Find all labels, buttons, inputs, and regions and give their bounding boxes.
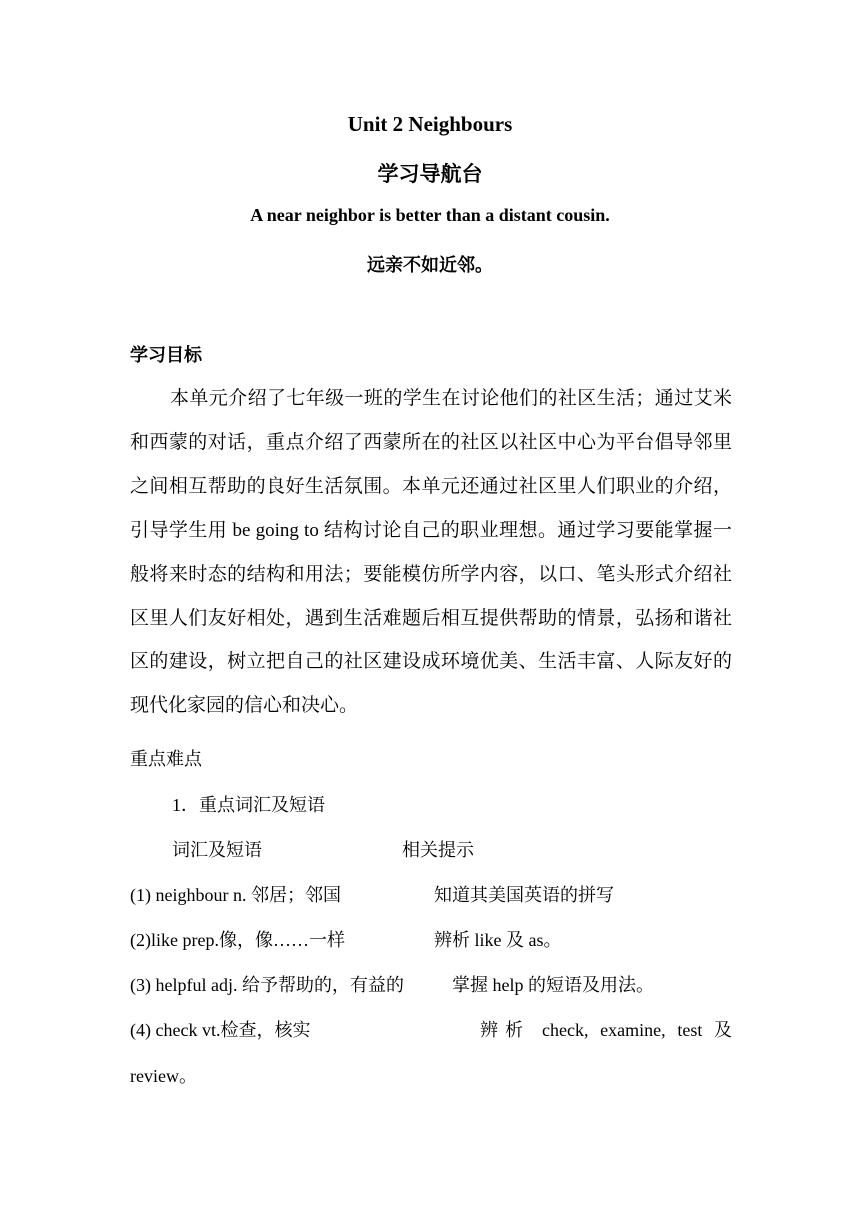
vocab-hint-2: 辨析 like 及 as。 [434,930,562,950]
vocab-term-1: (1) neighbour n. 邻居；邻国 [130,885,341,905]
objectives-paragraph: 本单元介绍了七年级一班的学生在讨论他们的社区生活；通过艾米和西蒙的对话，重点介绍了西蒙所在的社区以社区中心为平台倡导邻里之间相互帮助的良好生活氛围。本单元还通过社区里人们职业的介绍，引导学生用 be going to 结构讨论自己的职业理想。通过学习要能掌握一般将来时态的结构和用法；要能模仿所学内容，以口、笔头形式介绍社区里人们友好相处，遇到生活难题后相互提供帮助的情景，弘扬和谐社区的建设，树立把自己的社区建设成环境优美、生活丰富、人际友好的现代化家园的信心和决心。 [130,388,732,717]
vocab-term-2: (2)like prep.像，像……一样 [130,930,345,950]
vocab-hint-1: 知道其美国英语的拼写 [434,885,614,905]
key-points-heading: 重点难点 [130,749,202,769]
vocab-term-3: (3) helpful adj. 给予帮助的，有益的 [130,975,404,995]
column-header-hint: 相关提示 [402,840,474,860]
column-header-vocab: 词汇及短语 [172,840,262,860]
section-title: 学习导航台 [377,162,483,186]
vocab-hint-4-continued: review。 [130,1066,197,1086]
proverb-chinese: 远亲不如近邻。 [367,255,493,276]
unit-title: Unit 2 Neighbours [347,112,513,136]
vocab-hint-3: 掌握 help 的短语及用法。 [452,975,654,995]
vocab-hint-4: 辨析 check, examine, test 及 [480,1020,732,1040]
key-vocab-subheading: 1．重点词汇及短语 [172,795,325,815]
objectives-heading: 学习目标 [130,345,202,366]
vocab-term-4: (4) check vt.检查，核实 [130,1020,311,1040]
proverb-english: A near neighbor is better than a distant cousin. [250,205,610,225]
